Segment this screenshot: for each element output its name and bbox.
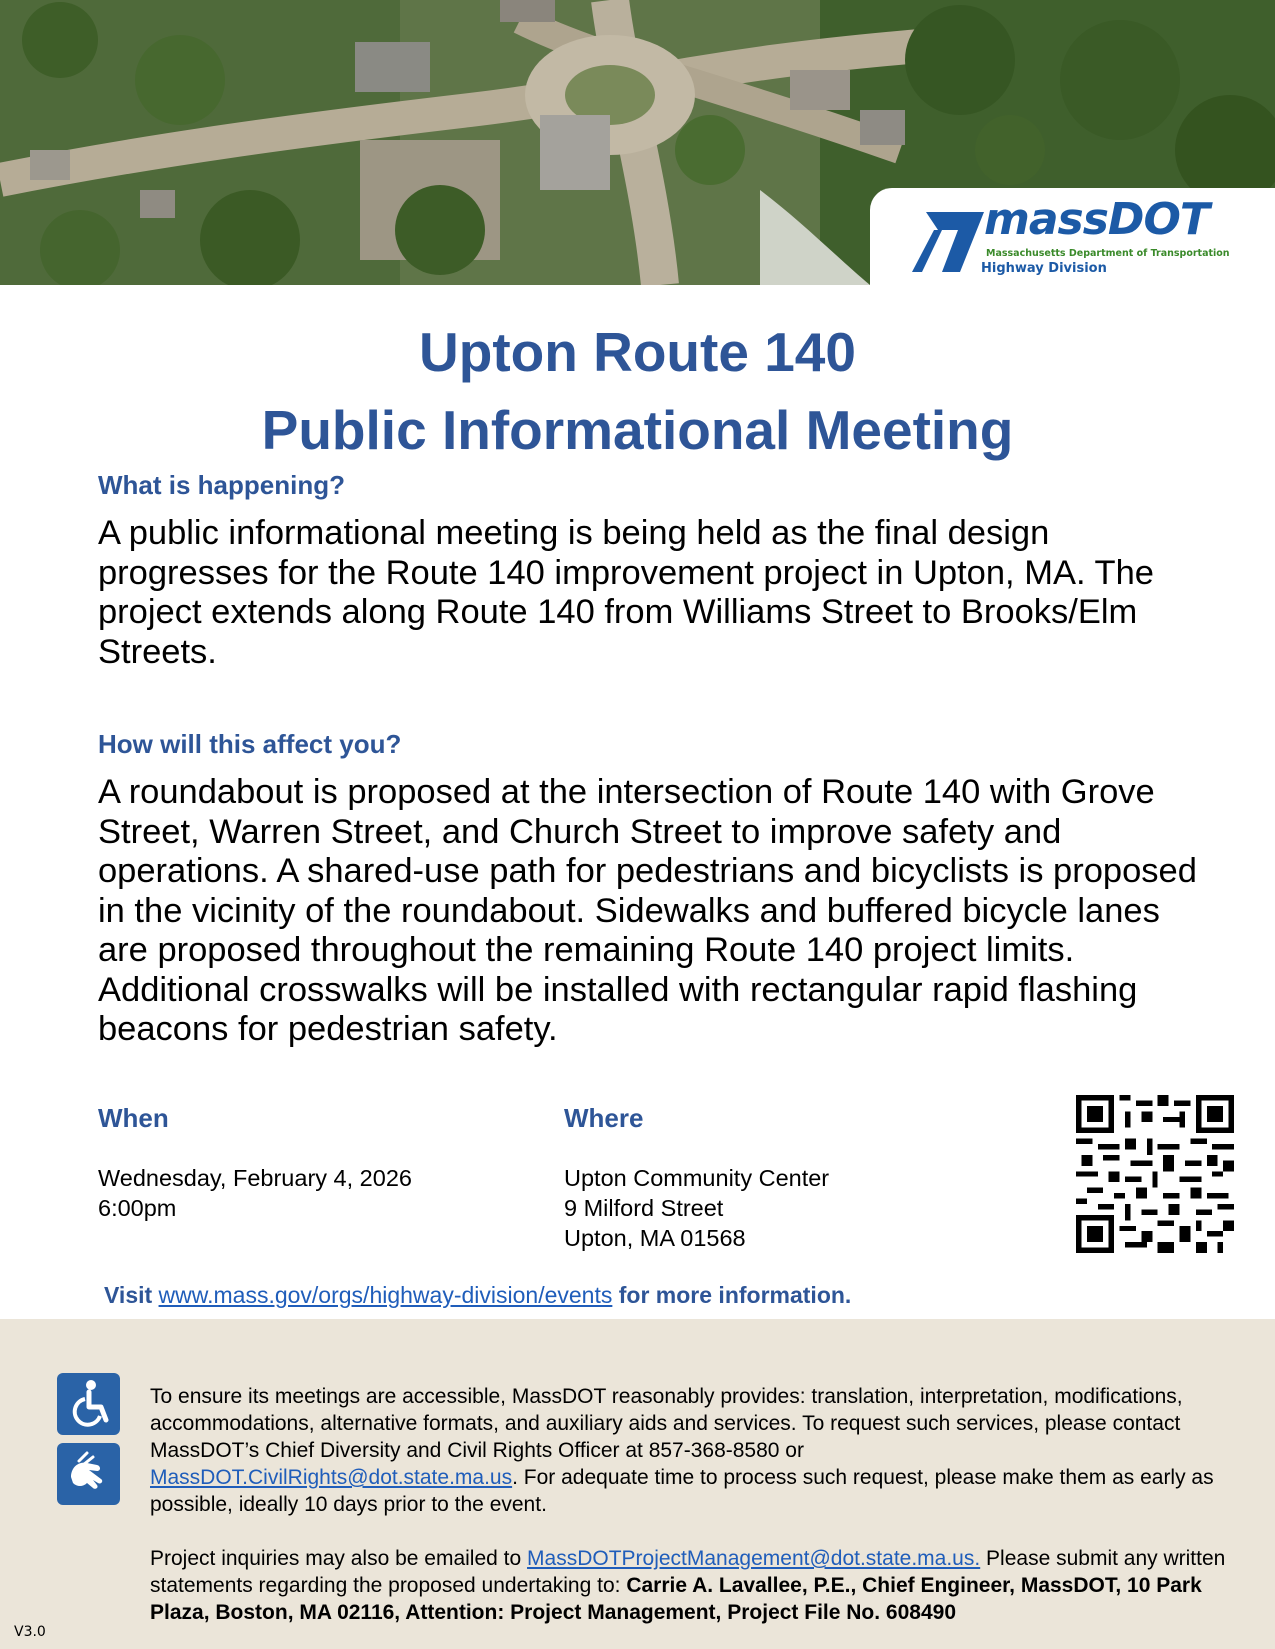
inquiry-address: Carrie A. Lavallee, P.E., Chief Engineer, MassDOT, 10 Park Plaza, Boston, MA 02116, Attention: Project Management, Project File No. 608490	[150, 1574, 1202, 1624]
venue-name: Upton Community Center	[564, 1165, 830, 1191]
body-how-affect: A roundabout is proposed at the intersection of Route 140 with Grove Street, Warren Street, and Church Street to improve safety and operations. A shared-use path for pedestrians and bicyclists is proposed in the vicinity of the roundabout. Sidewalks and buffered bicycle lanes are proposed throughout the remaining Route 140 project limits. Additional crosswalks will be installed with rectangular rapid flashing beacons for pedestrian safety.	[98, 773, 1197, 1048]
project-inquiries	[150, 1545, 1260, 1626]
venue-city: Upton, MA 01568	[564, 1225, 746, 1251]
venue-street: 9 Milford Street	[564, 1195, 724, 1221]
aerial-photo	[0, 0, 1275, 285]
sign-language-icon	[57, 1443, 120, 1505]
heading-when: When	[98, 1103, 169, 1133]
logo-wordmark: massDOT	[984, 194, 1209, 245]
event-time: 6:00pm	[98, 1195, 177, 1221]
inquiry-prefix: Project inquiries may also be emailed to	[150, 1547, 522, 1570]
wheelchair-icon	[57, 1373, 120, 1435]
heading-what-is-happening: What is happening?	[98, 470, 345, 500]
qr-code[interactable]	[1076, 1095, 1234, 1253]
project-management-email-link[interactable]: MassDOTProjectManagement@dot.state.ma.us.	[527, 1547, 981, 1570]
version-label: V3.0	[14, 1624, 46, 1640]
accessibility-tail: . For adequate time to process such request, please make them as early as possible, ideally 10 days prior to the event.	[150, 1466, 1214, 1516]
massdot-logo-mark	[912, 210, 984, 272]
when-details	[98, 1163, 412, 1223]
title-line-1: Upton Route 140	[419, 321, 856, 383]
accessibility-notice	[150, 1383, 1260, 1518]
visit-line	[104, 1282, 851, 1309]
logo-subtitle: Massachusetts Department of Transportation	[986, 248, 1230, 259]
civil-rights-email-link[interactable]: MassDOT.CivilRights@dot.state.ma.us	[150, 1466, 513, 1489]
title-line-2: Public Informational Meeting	[261, 399, 1014, 461]
body-what-is-happening: A public informational meeting is being held as the final design progresses for the Route 140 improvement project in Upton, MA. The project extends along Route 140 from Williams Street to Brooks/Elm Streets.	[98, 514, 1154, 671]
visit-prefix: Visit	[104, 1282, 153, 1308]
event-date: Wednesday, February 4, 2026	[98, 1165, 412, 1191]
where-details	[564, 1163, 829, 1253]
events-link[interactable]: www.mass.gov/orgs/highway-division/events	[158, 1282, 613, 1308]
massdot-logo	[870, 188, 1275, 285]
heading-how-affect: How will this affect you?	[98, 729, 402, 759]
visit-suffix: for more information.	[618, 1282, 852, 1308]
heading-where: Where	[564, 1103, 644, 1133]
accessibility-text: To ensure its meetings are accessible, MassDOT reasonably provides: translation, interpretation, modifications, accommodations, alternative formats, and auxiliary aids and services. To request such services, please contact MassDOT’s Chief Diversity and Civil Rights Officer at 857-368-8580 or	[150, 1385, 1183, 1462]
inquiry-mid: Please submit any written statements regarding the proposed undertaking to:	[150, 1547, 1226, 1597]
logo-division: Highway Division	[981, 261, 1107, 276]
